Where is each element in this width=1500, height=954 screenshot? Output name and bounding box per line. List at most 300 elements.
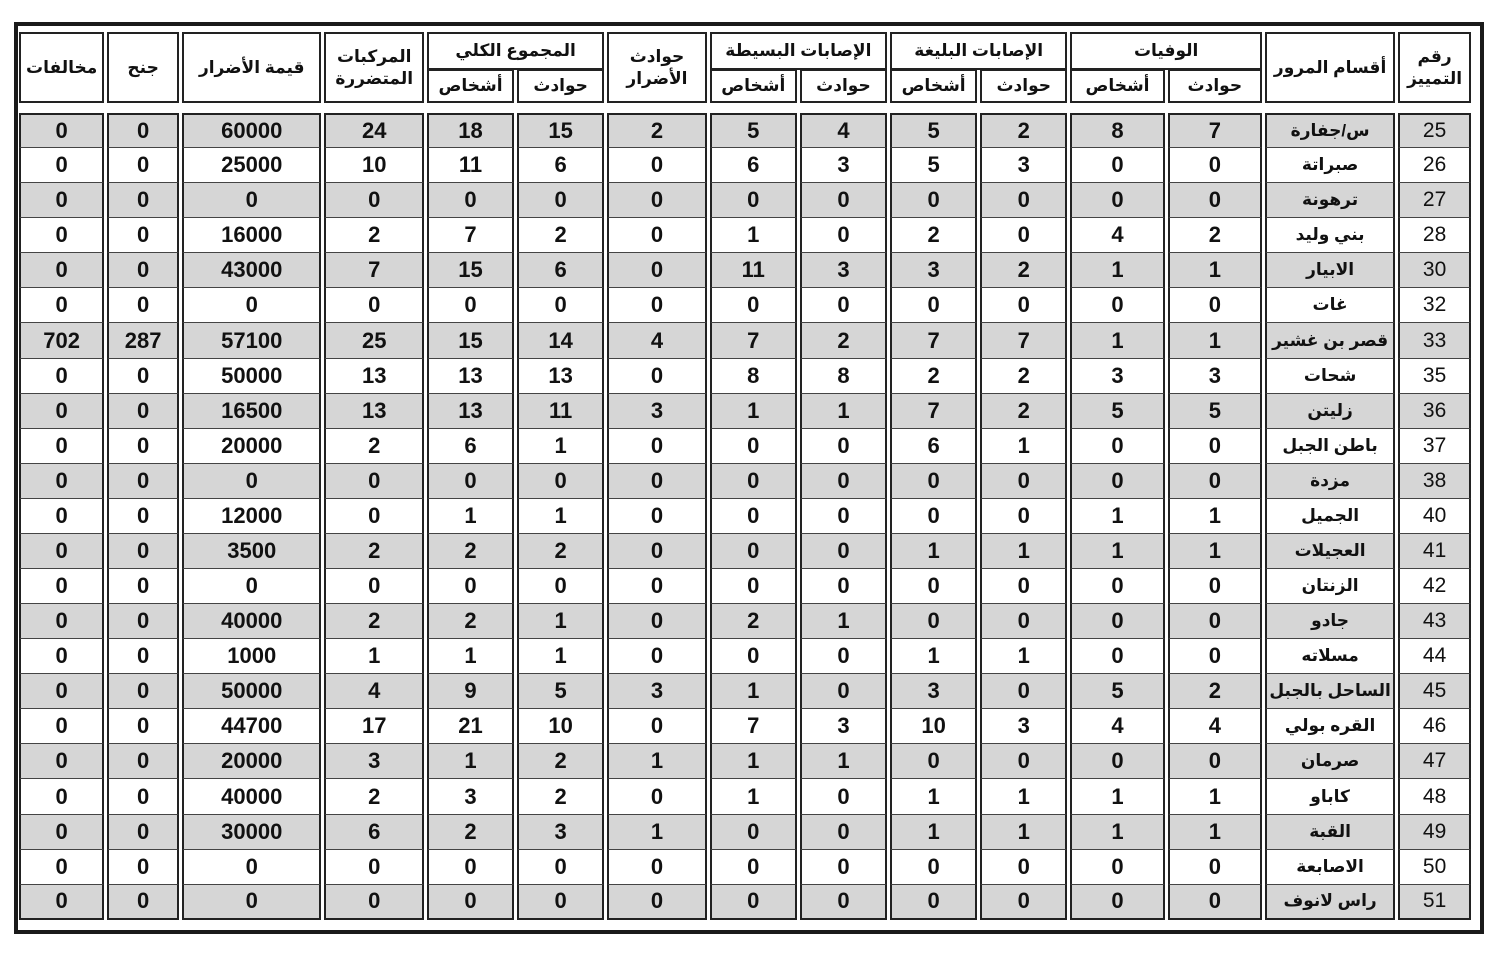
severe-persons-cell: 7 <box>890 394 977 429</box>
minor-persons-cell: 0 <box>710 885 797 920</box>
deaths-persons-cell: 0 <box>1070 850 1164 885</box>
total-persons-cell: 2 <box>427 604 514 639</box>
severe-accidents-cell: 2 <box>980 113 1067 148</box>
damaged-vehicles-cell: 0 <box>324 183 423 218</box>
total-persons-cell: 0 <box>427 288 514 323</box>
minor-accidents-cell: 3 <box>800 253 887 288</box>
total-accidents-cell: 11 <box>517 394 604 429</box>
section-name-cell: كاباو <box>1265 779 1395 814</box>
section-name-cell: صرمان <box>1265 744 1395 779</box>
damage-value-cell: 16000 <box>182 218 321 253</box>
total-persons-cell: 13 <box>427 359 514 394</box>
deaths-accidents-cell: 0 <box>1168 183 1262 218</box>
total-accidents-cell: 14 <box>517 323 604 358</box>
section-name-cell: الزنتان <box>1265 569 1395 604</box>
section-name-cell: شحات <box>1265 359 1395 394</box>
table-row <box>19 253 1471 288</box>
damage-accidents-cell: 0 <box>607 709 706 744</box>
damaged-vehicles-cell: 2 <box>324 779 423 814</box>
deaths-accidents-cell: 1 <box>1168 779 1262 814</box>
id-cell: 46 <box>1398 709 1471 744</box>
damage-accidents-cell: 0 <box>607 183 706 218</box>
minor-accidents-cell: 0 <box>800 885 887 920</box>
section-name-cell: غات <box>1265 288 1395 323</box>
minor-persons-cell: 0 <box>710 815 797 850</box>
total-accidents-cell: 6 <box>517 148 604 183</box>
severe-accidents-cell: 2 <box>980 394 1067 429</box>
violations-cell: 0 <box>19 394 104 429</box>
deaths-accidents-cell: 5 <box>1168 394 1262 429</box>
total-accidents-cell: 2 <box>517 744 604 779</box>
misdemeanors-cell: 0 <box>107 850 179 885</box>
damage-accidents-cell: 4 <box>607 323 706 358</box>
section-name-cell: صبراتة <box>1265 148 1395 183</box>
id-cell: 43 <box>1398 604 1471 639</box>
minor-persons-cell: 1 <box>710 394 797 429</box>
total-persons-cell: 0 <box>427 464 514 499</box>
total-accidents-cell: 0 <box>517 569 604 604</box>
total-accidents-cell: 3 <box>517 815 604 850</box>
deaths-persons-cell: 1 <box>1070 815 1164 850</box>
id-cell: 44 <box>1398 639 1471 674</box>
misdemeanors-cell: 0 <box>107 183 179 218</box>
damaged-vehicles-cell: 0 <box>324 288 423 323</box>
table-row <box>19 429 1471 464</box>
table-row <box>19 183 1471 218</box>
minor-persons-cell: 0 <box>710 569 797 604</box>
misdemeanors-cell: 0 <box>107 885 179 920</box>
severe-accidents-cell: 2 <box>980 359 1067 394</box>
total-persons-cell: 0 <box>427 850 514 885</box>
deaths-persons-cell: 0 <box>1070 885 1164 920</box>
total-accidents-cell: 1 <box>517 604 604 639</box>
severe-accidents-cell: 0 <box>980 499 1067 534</box>
damage-value-cell: 20000 <box>182 429 321 464</box>
deaths-persons-cell: 1 <box>1070 253 1164 288</box>
severe-accidents-cell: 0 <box>980 464 1067 499</box>
minor-persons-cell: 2 <box>710 604 797 639</box>
deaths-persons-cell: 4 <box>1070 709 1164 744</box>
deaths-accidents-cell: 0 <box>1168 850 1262 885</box>
damage-value-cell: 0 <box>182 288 321 323</box>
minor-persons-cell: 11 <box>710 253 797 288</box>
minor-accidents-cell: 0 <box>800 218 887 253</box>
damaged-vehicles-cell: 2 <box>324 429 423 464</box>
deaths-accidents-cell: 2 <box>1168 674 1262 709</box>
damaged-vehicles-cell: 10 <box>324 148 423 183</box>
deaths-persons-cell: 3 <box>1070 359 1164 394</box>
deaths-persons-cell: 0 <box>1070 744 1164 779</box>
section-name-cell: العجيلات <box>1265 534 1395 569</box>
table-row <box>19 885 1471 920</box>
damaged-vehicles-cell: 3 <box>324 744 423 779</box>
table-row <box>19 639 1471 674</box>
severe-accidents-cell: 3 <box>980 709 1067 744</box>
violations-cell: 0 <box>19 499 104 534</box>
minor-accidents-cell: 0 <box>800 499 887 534</box>
section-name-cell: ترهونة <box>1265 183 1395 218</box>
id-cell: 42 <box>1398 569 1471 604</box>
damage-accidents-cell: 1 <box>607 744 706 779</box>
minor-accidents-cell: 4 <box>800 113 887 148</box>
id-cell: 35 <box>1398 359 1471 394</box>
deaths-persons-cell: 1 <box>1070 779 1164 814</box>
header-misdemeanors: جنح <box>107 32 179 103</box>
id-cell: 41 <box>1398 534 1471 569</box>
subheader-accidents: حوادث <box>1168 70 1262 103</box>
damaged-vehicles-cell: 2 <box>324 534 423 569</box>
subheader-accidents: حوادث <box>980 70 1067 103</box>
damage-value-cell: 50000 <box>182 674 321 709</box>
deaths-persons-cell: 0 <box>1070 429 1164 464</box>
table-row <box>19 148 1471 183</box>
damage-value-cell: 0 <box>182 183 321 218</box>
severe-accidents-cell: 0 <box>980 569 1067 604</box>
severe-persons-cell: 0 <box>890 604 977 639</box>
damage-accidents-cell: 0 <box>607 569 706 604</box>
minor-persons-cell: 0 <box>710 499 797 534</box>
deaths-persons-cell: 4 <box>1070 218 1164 253</box>
damage-value-cell: 12000 <box>182 499 321 534</box>
violations-cell: 0 <box>19 779 104 814</box>
violations-cell: 0 <box>19 885 104 920</box>
violations-cell: 0 <box>19 359 104 394</box>
severe-persons-cell: 6 <box>890 429 977 464</box>
id-cell: 45 <box>1398 674 1471 709</box>
total-persons-cell: 9 <box>427 674 514 709</box>
header-minor-injuries: الإصابات البسيطة <box>710 32 887 70</box>
damaged-vehicles-cell: 25 <box>324 323 423 358</box>
section-name-cell: الابيار <box>1265 253 1395 288</box>
damaged-vehicles-cell: 13 <box>324 394 423 429</box>
severe-persons-cell: 0 <box>890 288 977 323</box>
damage-accidents-cell: 0 <box>607 359 706 394</box>
total-persons-cell: 3 <box>427 779 514 814</box>
deaths-accidents-cell: 1 <box>1168 499 1262 534</box>
deaths-accidents-cell: 0 <box>1168 429 1262 464</box>
damage-value-cell: 50000 <box>182 359 321 394</box>
severe-persons-cell: 0 <box>890 885 977 920</box>
minor-accidents-cell: 1 <box>800 394 887 429</box>
table-row <box>19 850 1471 885</box>
id-cell: 49 <box>1398 815 1471 850</box>
id-cell: 28 <box>1398 218 1471 253</box>
deaths-accidents-cell: 1 <box>1168 323 1262 358</box>
severe-persons-cell: 0 <box>890 464 977 499</box>
header-damaged-vehicles: المركبات المتضررة <box>324 32 423 103</box>
total-persons-cell: 15 <box>427 323 514 358</box>
minor-persons-cell: 6 <box>710 148 797 183</box>
table-body <box>19 113 1471 920</box>
minor-persons-cell: 7 <box>710 709 797 744</box>
severe-accidents-cell: 1 <box>980 779 1067 814</box>
severe-persons-cell: 7 <box>890 323 977 358</box>
table-row <box>19 815 1471 850</box>
severe-accidents-cell: 0 <box>980 183 1067 218</box>
table-row <box>19 534 1471 569</box>
misdemeanors-cell: 0 <box>107 359 179 394</box>
total-accidents-cell: 15 <box>517 113 604 148</box>
damage-accidents-cell: 3 <box>607 394 706 429</box>
deaths-accidents-cell: 1 <box>1168 815 1262 850</box>
id-cell: 48 <box>1398 779 1471 814</box>
minor-accidents-cell: 3 <box>800 709 887 744</box>
section-name-cell: جادو <box>1265 604 1395 639</box>
minor-accidents-cell: 2 <box>800 323 887 358</box>
violations-cell: 0 <box>19 534 104 569</box>
severe-accidents-cell: 0 <box>980 288 1067 323</box>
total-persons-cell: 1 <box>427 639 514 674</box>
violations-cell: 0 <box>19 464 104 499</box>
minor-accidents-cell: 0 <box>800 183 887 218</box>
minor-accidents-cell: 0 <box>800 850 887 885</box>
severe-accidents-cell: 1 <box>980 639 1067 674</box>
damage-accidents-cell: 0 <box>607 253 706 288</box>
misdemeanors-cell: 0 <box>107 218 179 253</box>
total-accidents-cell: 0 <box>517 850 604 885</box>
damage-accidents-cell: 0 <box>607 288 706 323</box>
section-name-cell: بني وليد <box>1265 218 1395 253</box>
total-persons-cell: 2 <box>427 534 514 569</box>
total-persons-cell: 11 <box>427 148 514 183</box>
table-row <box>19 394 1471 429</box>
severe-persons-cell: 3 <box>890 253 977 288</box>
deaths-persons-cell: 1 <box>1070 534 1164 569</box>
deaths-accidents-cell: 0 <box>1168 569 1262 604</box>
section-name-cell: مسلاته <box>1265 639 1395 674</box>
damage-value-cell: 0 <box>182 885 321 920</box>
total-accidents-cell: 2 <box>517 218 604 253</box>
minor-persons-cell: 8 <box>710 359 797 394</box>
damage-accidents-cell: 3 <box>607 674 706 709</box>
damage-value-cell: 3500 <box>182 534 321 569</box>
deaths-accidents-cell: 1 <box>1168 253 1262 288</box>
violations-cell: 0 <box>19 183 104 218</box>
violations-cell: 0 <box>19 148 104 183</box>
deaths-accidents-cell: 2 <box>1168 218 1262 253</box>
violations-cell: 0 <box>19 288 104 323</box>
id-cell: 37 <box>1398 429 1471 464</box>
minor-persons-cell: 0 <box>710 534 797 569</box>
section-name-cell: س/جفارة <box>1265 113 1395 148</box>
id-cell: 47 <box>1398 744 1471 779</box>
damaged-vehicles-cell: 1 <box>324 639 423 674</box>
damaged-vehicles-cell: 7 <box>324 253 423 288</box>
misdemeanors-cell: 0 <box>107 253 179 288</box>
damage-value-cell: 43000 <box>182 253 321 288</box>
severe-persons-cell: 5 <box>890 148 977 183</box>
violations-cell: 0 <box>19 744 104 779</box>
minor-accidents-cell: 0 <box>800 674 887 709</box>
damage-accidents-cell: 0 <box>607 779 706 814</box>
subheader-persons: أشخاص <box>1070 70 1164 103</box>
table-row <box>19 569 1471 604</box>
severe-accidents-cell: 0 <box>980 674 1067 709</box>
violations-cell: 702 <box>19 323 104 358</box>
id-cell: 27 <box>1398 183 1471 218</box>
section-name-cell: القبة <box>1265 815 1395 850</box>
total-accidents-cell: 13 <box>517 359 604 394</box>
total-accidents-cell: 0 <box>517 464 604 499</box>
damage-accidents-cell: 2 <box>607 113 706 148</box>
header-damage-value: قيمة الأضرار <box>182 32 321 103</box>
severe-accidents-cell: 1 <box>980 429 1067 464</box>
deaths-persons-cell: 0 <box>1070 639 1164 674</box>
deaths-persons-cell: 0 <box>1070 569 1164 604</box>
id-cell: 36 <box>1398 394 1471 429</box>
severe-persons-cell: 1 <box>890 779 977 814</box>
misdemeanors-cell: 0 <box>107 394 179 429</box>
damage-value-cell: 0 <box>182 464 321 499</box>
misdemeanors-cell: 0 <box>107 499 179 534</box>
damage-accidents-cell: 0 <box>607 885 706 920</box>
severe-persons-cell: 0 <box>890 569 977 604</box>
damage-value-cell: 20000 <box>182 744 321 779</box>
header-damage-accidents: حوادث الأضرار <box>607 32 706 103</box>
deaths-persons-cell: 1 <box>1070 499 1164 534</box>
id-cell: 33 <box>1398 323 1471 358</box>
damage-value-cell: 60000 <box>182 113 321 148</box>
severe-persons-cell: 0 <box>890 744 977 779</box>
total-persons-cell: 0 <box>427 569 514 604</box>
damage-value-cell: 57100 <box>182 323 321 358</box>
total-accidents-cell: 0 <box>517 183 604 218</box>
table-row <box>19 113 1471 148</box>
misdemeanors-cell: 0 <box>107 569 179 604</box>
total-accidents-cell: 10 <box>517 709 604 744</box>
damage-accidents-cell: 0 <box>607 534 706 569</box>
severe-persons-cell: 0 <box>890 499 977 534</box>
total-persons-cell: 18 <box>427 113 514 148</box>
table-row <box>19 744 1471 779</box>
minor-accidents-cell: 0 <box>800 464 887 499</box>
minor-persons-cell: 1 <box>710 674 797 709</box>
damage-accidents-cell: 0 <box>607 429 706 464</box>
minor-persons-cell: 5 <box>710 113 797 148</box>
total-accidents-cell: 5 <box>517 674 604 709</box>
section-name-cell: مزدة <box>1265 464 1395 499</box>
minor-accidents-cell: 0 <box>800 779 887 814</box>
damaged-vehicles-cell: 0 <box>324 885 423 920</box>
severe-persons-cell: 5 <box>890 113 977 148</box>
damage-accidents-cell: 0 <box>607 499 706 534</box>
subheader-accidents: حوادث <box>517 70 604 103</box>
section-name-cell: الجميل <box>1265 499 1395 534</box>
table-row <box>19 359 1471 394</box>
deaths-accidents-cell: 0 <box>1168 639 1262 674</box>
violations-cell: 0 <box>19 569 104 604</box>
damage-value-cell: 40000 <box>182 604 321 639</box>
damage-value-cell: 44700 <box>182 709 321 744</box>
header-id: رقم التمييز <box>1398 32 1471 103</box>
damaged-vehicles-cell: 2 <box>324 604 423 639</box>
misdemeanors-cell: 0 <box>107 815 179 850</box>
damaged-vehicles-cell: 6 <box>324 815 423 850</box>
deaths-persons-cell: 1 <box>1070 323 1164 358</box>
damaged-vehicles-cell: 13 <box>324 359 423 394</box>
table-row <box>19 674 1471 709</box>
misdemeanors-cell: 0 <box>107 639 179 674</box>
minor-accidents-cell: 0 <box>800 429 887 464</box>
damage-accidents-cell: 0 <box>607 850 706 885</box>
minor-persons-cell: 0 <box>710 639 797 674</box>
severe-accidents-cell: 0 <box>980 218 1067 253</box>
severe-accidents-cell: 0 <box>980 885 1067 920</box>
total-persons-cell: 0 <box>427 885 514 920</box>
id-cell: 32 <box>1398 288 1471 323</box>
deaths-persons-cell: 0 <box>1070 604 1164 639</box>
total-persons-cell: 13 <box>427 394 514 429</box>
total-accidents-cell: 1 <box>517 429 604 464</box>
total-accidents-cell: 1 <box>517 499 604 534</box>
deaths-persons-cell: 0 <box>1070 148 1164 183</box>
minor-persons-cell: 0 <box>710 288 797 323</box>
severe-persons-cell: 10 <box>890 709 977 744</box>
damaged-vehicles-cell: 0 <box>324 464 423 499</box>
damaged-vehicles-cell: 2 <box>324 218 423 253</box>
damage-accidents-cell: 0 <box>607 639 706 674</box>
misdemeanors-cell: 0 <box>107 779 179 814</box>
severe-accidents-cell: 7 <box>980 323 1067 358</box>
damage-value-cell: 25000 <box>182 148 321 183</box>
total-accidents-cell: 1 <box>517 639 604 674</box>
damage-value-cell: 40000 <box>182 779 321 814</box>
severe-persons-cell: 1 <box>890 639 977 674</box>
severe-accidents-cell: 3 <box>980 148 1067 183</box>
violations-cell: 0 <box>19 850 104 885</box>
subheader-accidents: حوادث <box>800 70 887 103</box>
table-row <box>19 779 1471 814</box>
minor-accidents-cell: 1 <box>800 744 887 779</box>
severe-persons-cell: 1 <box>890 815 977 850</box>
deaths-accidents-cell: 7 <box>1168 113 1262 148</box>
deaths-accidents-cell: 0 <box>1168 744 1262 779</box>
damaged-vehicles-cell: 0 <box>324 850 423 885</box>
damage-value-cell: 0 <box>182 850 321 885</box>
minor-accidents-cell: 0 <box>800 639 887 674</box>
minor-accidents-cell: 8 <box>800 359 887 394</box>
id-cell: 25 <box>1398 113 1471 148</box>
deaths-accidents-cell: 0 <box>1168 604 1262 639</box>
misdemeanors-cell: 0 <box>107 113 179 148</box>
violations-cell: 0 <box>19 429 104 464</box>
misdemeanors-cell: 0 <box>107 709 179 744</box>
misdemeanors-cell: 0 <box>107 534 179 569</box>
id-cell: 50 <box>1398 850 1471 885</box>
total-persons-cell: 0 <box>427 183 514 218</box>
damaged-vehicles-cell: 24 <box>324 113 423 148</box>
total-persons-cell: 15 <box>427 253 514 288</box>
misdemeanors-cell: 0 <box>107 429 179 464</box>
subheader-persons: أشخاص <box>890 70 977 103</box>
subheader-persons: أشخاص <box>427 70 514 103</box>
section-name-cell: زليتن <box>1265 394 1395 429</box>
violations-cell: 0 <box>19 674 104 709</box>
table-row <box>19 218 1471 253</box>
damage-accidents-cell: 0 <box>607 218 706 253</box>
damage-value-cell: 0 <box>182 569 321 604</box>
total-accidents-cell: 6 <box>517 253 604 288</box>
misdemeanors-cell: 0 <box>107 288 179 323</box>
minor-persons-cell: 0 <box>710 183 797 218</box>
deaths-accidents-cell: 0 <box>1168 148 1262 183</box>
severe-accidents-cell: 0 <box>980 604 1067 639</box>
damage-accidents-cell: 1 <box>607 815 706 850</box>
header-deaths: الوفيات <box>1070 32 1262 70</box>
table-row <box>19 464 1471 499</box>
violations-cell: 0 <box>19 253 104 288</box>
id-cell: 30 <box>1398 253 1471 288</box>
